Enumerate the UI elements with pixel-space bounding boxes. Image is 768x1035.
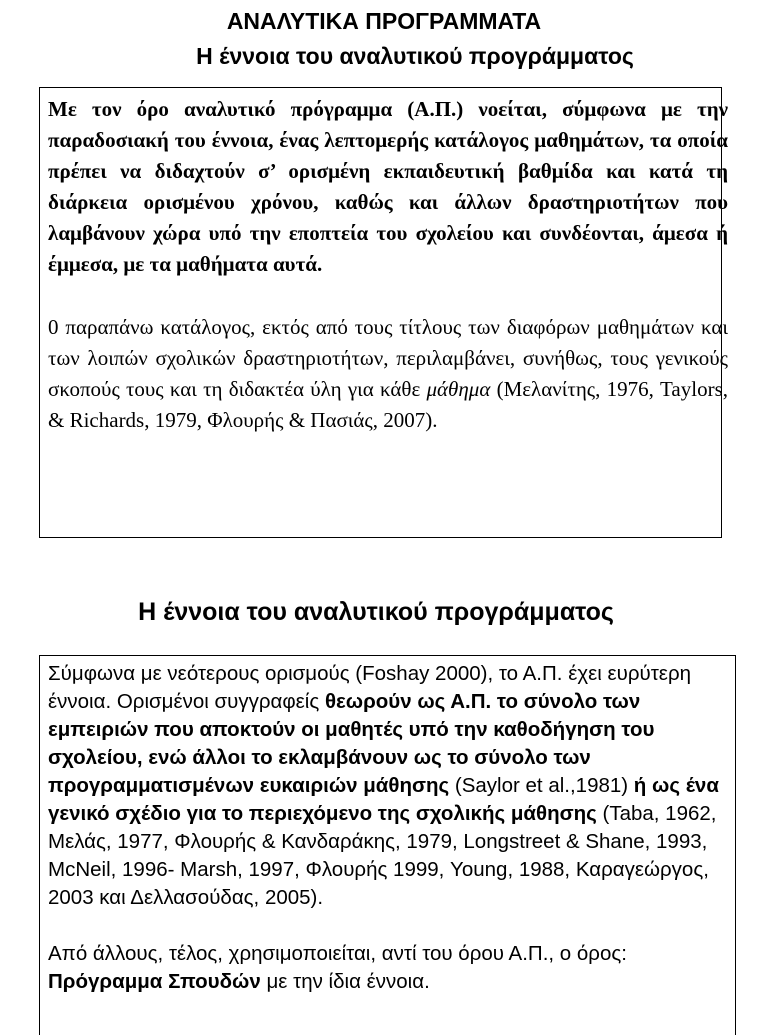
- modern-text-e: (Taba, 1962, Μελάς, 1977, Φλουρής & Κανδαράκης, 1979, Longstreet & Shane, 1993, McNeil, 1996- Marsh, 1997, Φλουρής 1999, Young, 1988, Καραγεώργος, 2003 και Δελλασούδας, 2005).: [48, 802, 717, 909]
- modern-text-b-bold: θεωρούν ως Α.Π. το σύνολο των εμπειριών που αποκτούν οι μαθητές υπό την καθοδήγηση του σχολείου, ενώ άλλοι το εκλαμβάνουν ως το σύνολο των προγραμματισμένων ευκαιριών μάθησης: [48, 690, 655, 797]
- catalogue-text-part2: (Μελανίτης, 1976, Taylors, & Richards, 1979, Φλουρής & Πασιάς, 2007).: [48, 377, 728, 432]
- modern-definition-paragraph: [48, 660, 735, 912]
- alt-text-a: Από άλλους, τέλος, χρησιμοποιείται, αντί του όρου Α.Π., ο όρος:: [48, 942, 627, 965]
- page-title: ΑΝΑΛΥΤΙΚΑ ΠΡΟΓΡΑΜΜΑΤΑ: [226, 8, 542, 34]
- modern-text-a: Σύμφωνα με νεότερους ορισμούς (Foshay 2000), το Α.Π. έχει ευρύτερη έννοια. Ορισμένοι συγγραφείς: [48, 662, 692, 713]
- catalogue-description-paragraph: [48, 312, 728, 436]
- modern-text-d-bold: ή ως ένα γενικό σχέδιο για το περιεχόμενο της σχολικής μάθησης: [48, 774, 719, 825]
- definition-box-traditional: [39, 87, 728, 538]
- definition-box-modern: [39, 655, 736, 1035]
- alt-text-b-bold: Πρόγραμμα Σπουδών: [48, 970, 261, 993]
- traditional-definition-paragraph: Με τον όρο αναλυτικό πρόγραμμα (Α.Π.) νοείται, σύμφωνα με την παραδοσιακή του έννοια, ένας λεπτομερής κατάλογος μαθημάτων, τα οποία πρέπει να διδαχτούν σ’ ορισμένη εκπαιδευτική βαθμίδα και κατά τη διάρκεια ορισμένου χρόνου, καθώς και άλλων δραστηριοτήτων που λαμβάνουν χώρα υπό την εποπτεία του σχολείου και συνδέονται, άμεσα ή έμμεσα, με τα μαθήματα αυτά.: [48, 97, 728, 276]
- catalogue-text-part1: 0 παραπάνω κατάλογος, εκτός από τους τίτλους των διαφόρων μαθημάτων και των λοιπών σχολικών δραστηριοτήτων, περιλαμβάνει, συνήθως, τους γενικούς σκοπούς τους και τη διδακτέα ύλη για κάθε: [48, 315, 728, 401]
- alternative-term-paragraph: [48, 940, 735, 996]
- section-heading-bottom: Η έννοια του αναλυτικού προγράμματος: [138, 598, 614, 626]
- section-heading-top: Η έννοια του αναλυτικού προγράμματος: [196, 43, 634, 69]
- alt-text-c: με την ίδια έννοια.: [260, 970, 430, 993]
- modern-text-c: (Saylor et al.,1981): [449, 774, 634, 797]
- catalogue-text-italic: μάθημα: [426, 377, 491, 401]
